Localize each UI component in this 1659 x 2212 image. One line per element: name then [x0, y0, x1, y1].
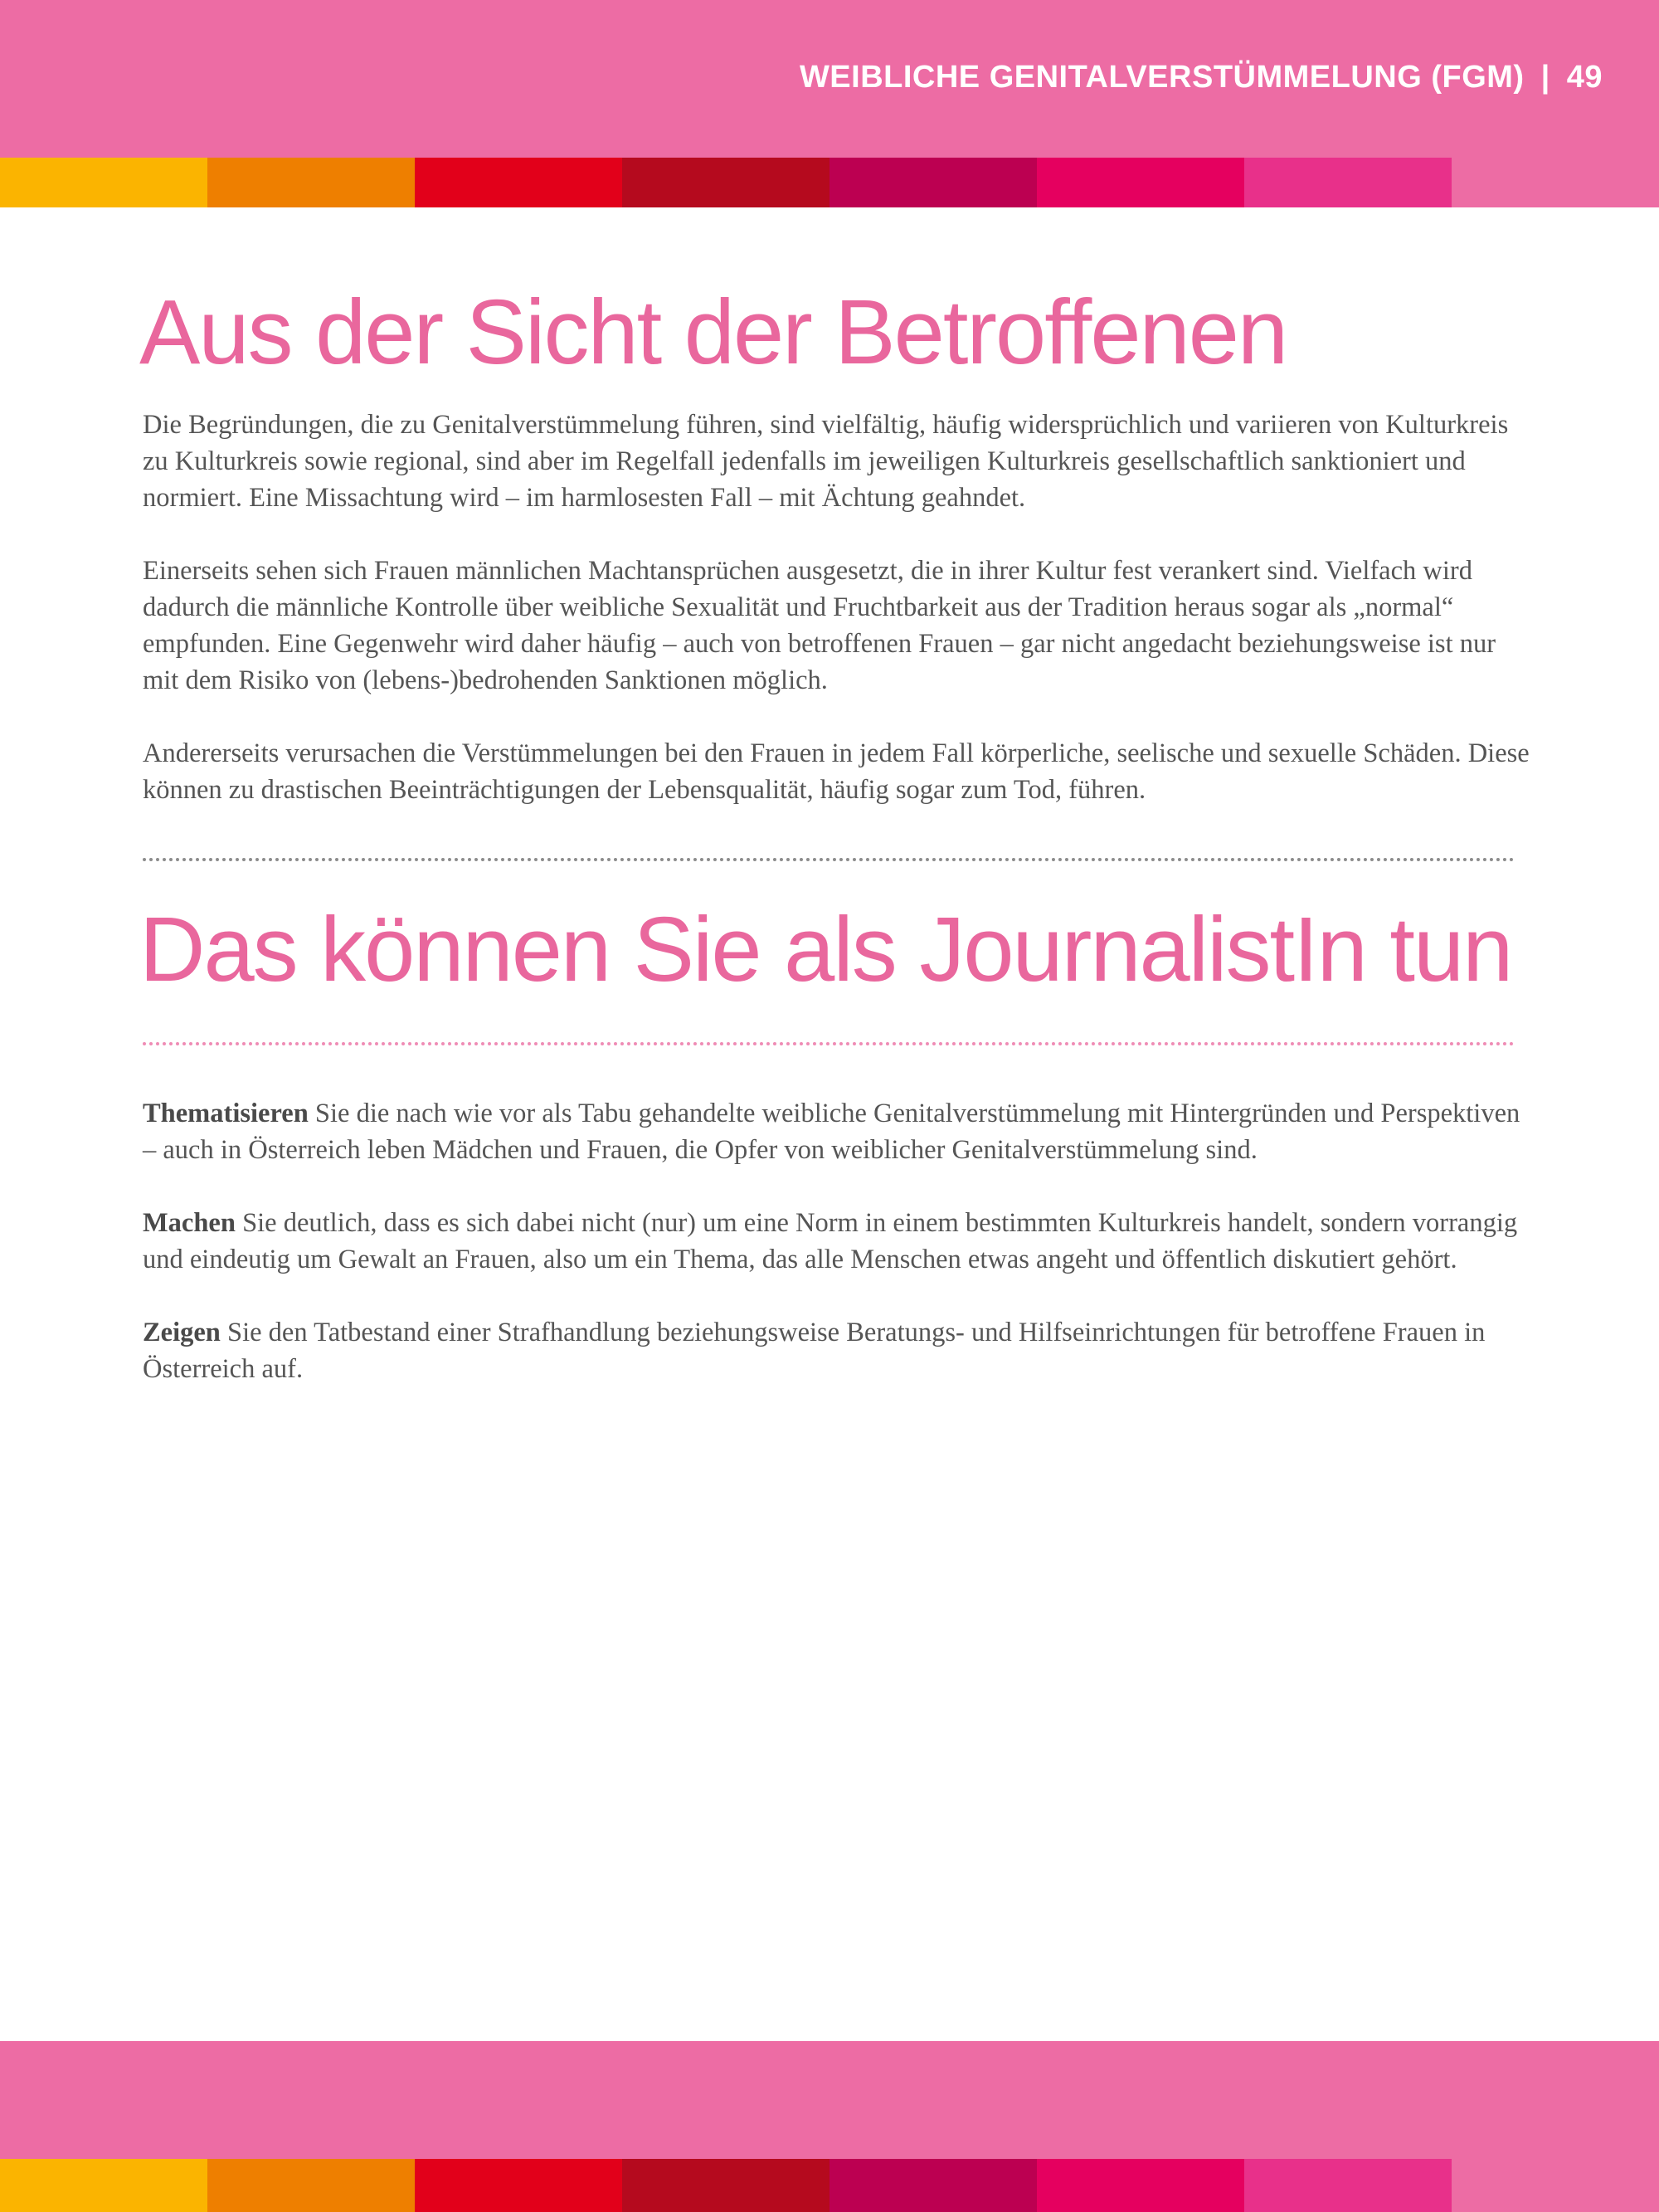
stripe-dark-red [622, 2159, 830, 2212]
stripe-pink [1244, 2159, 1452, 2212]
page-number: 49 [1566, 60, 1603, 95]
section-body-betroffenen [143, 407, 1536, 845]
list-item [143, 1205, 1536, 1278]
stripe-light-pink [1452, 158, 1659, 207]
section-heading-journalistin: Das können Sie als JournalistIn tun [139, 899, 1512, 1001]
paragraph: Andererseits verursachen die Verstümmelungen bei den Frauen in jedem Fall körperliche, seelische und sexuelle Schäden. Diese können zu drastischen Beeinträchtigungen der Lebensqualität, häufig sogar zum Tod, führen. [143, 738, 1530, 805]
stripe-orange [207, 158, 415, 207]
item-text: Sie die nach wie vor als Tabu gehandelte weibliche Genitalverstümmelung mit Hintergründen und Perspektiven – auch in Österreich leben Mädchen und Frauen, die Opfer von weiblicher Genitalverstümmelung sind. [143, 1099, 1520, 1165]
paragraph: Einerseits sehen sich Frauen männlichen Machtansprüchen ausgesetzt, die in ihrer Kultur fest verankert sind. Vielfach wird dadurch die männliche Kontrolle über weibliche Sexualität und Fruchtbarkeit aus der Tradition heraus sogar als „normal“ empfunden. Eine Gegenwehr wird daher häufig – auch von betroffenen Frauen – gar nicht angedacht beziehungsweise ist nur mit dem Risiko von (lebens-)bedrohenden Sanktionen möglich. [143, 556, 1496, 695]
stripe-red [415, 2159, 622, 2212]
item-lead: Thematisieren [143, 1099, 309, 1128]
section-heading-betroffenen: Aus der Sicht der Betroffenen [139, 281, 1287, 383]
running-header-separator: | [1540, 60, 1550, 95]
stripe-magenta [1037, 158, 1244, 207]
stripe-dark-red [622, 158, 830, 207]
stripe-crimson [830, 158, 1037, 207]
stripe-light-pink [1452, 2159, 1659, 2212]
dotted-divider-pink [143, 1042, 1515, 1045]
list-item [143, 1314, 1536, 1387]
stripe-orange [207, 2159, 415, 2212]
running-header [800, 60, 1603, 95]
stripe-crimson [830, 2159, 1037, 2212]
stripe-yellow [0, 158, 207, 207]
list-item [143, 1095, 1536, 1168]
stripe-yellow [0, 2159, 207, 2212]
header-band [0, 0, 1659, 158]
item-text: Sie deutlich, dass es sich dabei nicht (nur) um eine Norm in einem bestimmten Kulturkreis handelt, sondern vorrangig und eindeutig um Gewalt an Frauen, also um ein Thema, das alle Menschen etwas angeht und öffentlich diskutiert gehört. [143, 1208, 1518, 1274]
item-lead: Machen [143, 1208, 236, 1238]
running-header-title: WEIBLICHE GENITALVERSTÜMMELUNG (FGM) [799, 60, 1525, 95]
header-color-stripes [0, 158, 1659, 207]
item-text: Sie den Tatbestand einer Strafhandlung beziehungsweise Beratungs- und Hilfseinrichtungen für betroffene Frauen in Österreich auf. [143, 1318, 1486, 1384]
section-body-journalistin [143, 1095, 1536, 1424]
item-lead: Zeigen [143, 1318, 221, 1347]
paragraph: Die Begründungen, die zu Genitalverstümmelung führen, sind vielfältig, häufig widersprüchlich und variieren von Kulturkreis zu Kulturkreis sowie regional, sind aber im Regelfall jedenfalls im jeweiligen Kulturkreis gesellschaftlich sanktioniert und normiert. Eine Missachtung wird – im harmlosesten Fall – mit Ächtung geahndet. [143, 410, 1509, 513]
stripe-magenta [1037, 2159, 1244, 2212]
stripe-red [415, 158, 622, 207]
dotted-divider [143, 858, 1515, 861]
footer-color-stripes [0, 2159, 1659, 2212]
stripe-pink [1244, 158, 1452, 207]
